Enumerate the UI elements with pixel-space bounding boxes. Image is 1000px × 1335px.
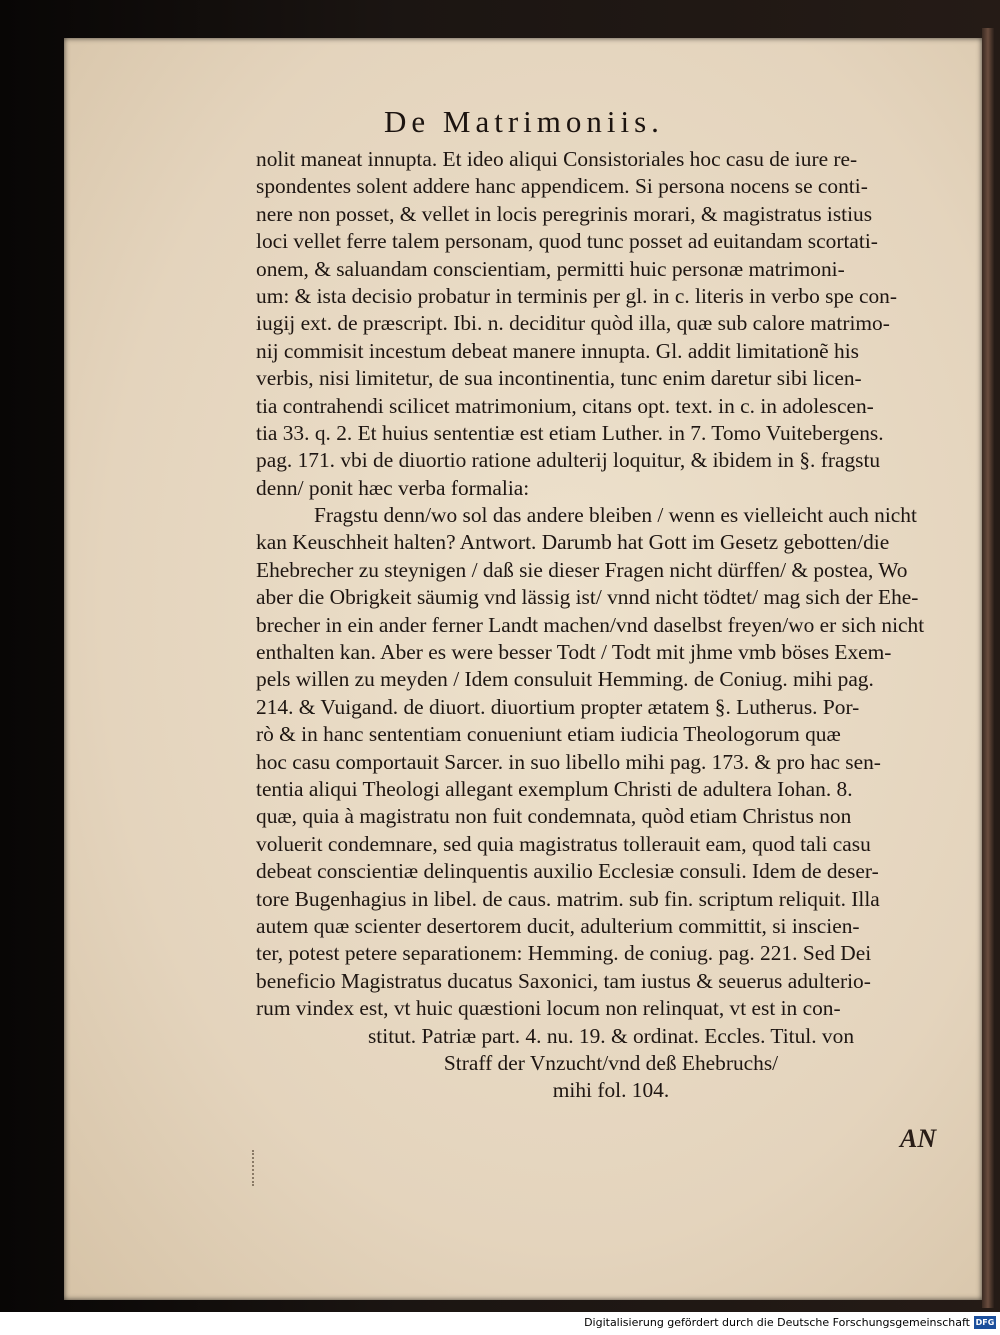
text-line: autem quæ scienter desertorem ducit, adulterium committit, si inscien- [256,913,860,938]
german-quote-line: Ehebrecher zu steynigen / daß sie dieser Fragen nicht dürffen/ & postea, Wo [256,557,908,582]
text-line: mihi fol. 104. [552,1078,670,1103]
german-quote-line: aber die Obrigkeit säumig vnd lässig ist/ vnnd nicht tödtet/ mag sich der Ehe- [256,585,919,610]
text-line: tia 33. q. 2. Et huius sententiæ est etiam Luther. in 7. Tomo Vuitebergens. [256,420,884,445]
text-line: voluerit condemnare, sed quia magistratus tollerauit eam, quod tali casu [256,831,871,856]
text-line: tore Bugenhagius in libel. de caus. matrim. sub fin. scriptum reliquit. Illa [256,886,880,911]
text-line: beneficio Magistratus ducatus Saxonici, tam iustus & seuerus adulterio- [256,968,871,993]
text-line: spondentes solent addere hanc appendicem. Si persona nocens se conti- [256,174,868,199]
text-line: nere non posset, & vellet in locis peregrinis morari, & magistratus istius [256,201,873,226]
german-quote-line: kan Keuschheit halten? Antwort. Darumb hat Gott im Gesetz gebotten/die [256,530,890,555]
text-line: stitut. Patriæ part. 4. nu. 19. & ordinat. Eccles. Titul. von [367,1023,855,1048]
running-head: De Matrimoniis. [384,104,664,139]
text-line: debeat conscientiæ delinquentis auxilio Ecclesiæ consuli. Idem de deser- [256,859,879,884]
text-line: nolit maneat innupta. Et ideo aliqui Consistoriales hoc casu de iure re- [256,147,858,171]
german-quote-line: Fragstu denn/wo sol das andere bleiben / wenn es vielleicht auch nicht [314,503,917,528]
text-line: verbis, nisi limitetur, de sua incontinentia, tunc enim daretur sibi licen- [256,366,862,391]
text-line: quæ, quia à magistratu non fuit condemnata, quòd etiam Christus non [256,804,852,829]
text-line: iugij ext. de præscript. Ibi. n. deciditur quòd illa, quæ sub calore matrimo- [256,311,890,336]
text-line: onem, & saluandam conscientiam, permitti huic personæ matrimoni- [256,256,845,281]
footer-bar [0,1312,1000,1335]
text-line: nij commisit incestum debeat manere innupta. Gl. addit limitationẽ his [256,338,859,363]
text-line: um: & ista decisio probatur in terminis per gl. in c. literis in verbo spe con- [256,283,897,308]
dfg-logo: DFG [975,1318,995,1327]
page-edge [982,28,994,1308]
footer-credit: Digitalisierung gefördert durch die Deutsche Forschungsgemeinschaft [584,1316,970,1329]
text-line: Straff der Vnzucht/vnd deß Ehebruchs/ [443,1050,779,1075]
text-line: tia contrahendi scilicet matrimonium, citans opt. text. in c. in adolescen- [256,393,874,418]
text-line: rum vindex est, vt huic quæstioni locum non relinquat, vt est in con- [256,996,841,1021]
text-line: tentia aliqui Theologi allegant exemplum Christi de adultera Iohan. 8. [256,776,853,801]
catchword: AN [900,1124,937,1153]
german-quote-line: brecher in ein ander ferner Landt machen/vnd daselbst freyen/wo er sich nicht [256,612,925,637]
text-line: rò & in hanc sententiam conueniunt etiam iudicia Theologorum quæ [256,722,841,747]
text-line: loci vellet ferre talem personam, quod tunc posset ad euitandam scortati- [256,229,878,254]
text-line: pag. 171. vbi de diuortio ratione adulterij loquitur, & ibidem in §. fragstu [256,448,881,473]
text-line: 214. & Vuigand. de diuort. diuortium propter ætatem §. Lutherus. Por- [256,694,860,719]
text-line: pels willen zu meyden / Idem consuluit Hemming. de Coniug. mihi pag. [256,667,874,692]
margin-mark [252,1150,260,1186]
text-line: ter, potest petere separationem: Hemming. de coniug. pag. 221. Sed Dei [256,941,872,966]
text-line: hoc casu comportauit Sarcer. in suo libello mihi pag. 173. & pro hac sen- [256,749,881,774]
text-line: denn/ ponit hæc verba formalia: [256,475,530,500]
body-text [256,146,966,1105]
german-quote-line: enthalten kan. Aber es were besser Todt / Todt mit jhme vmb böses Exem- [256,640,892,665]
